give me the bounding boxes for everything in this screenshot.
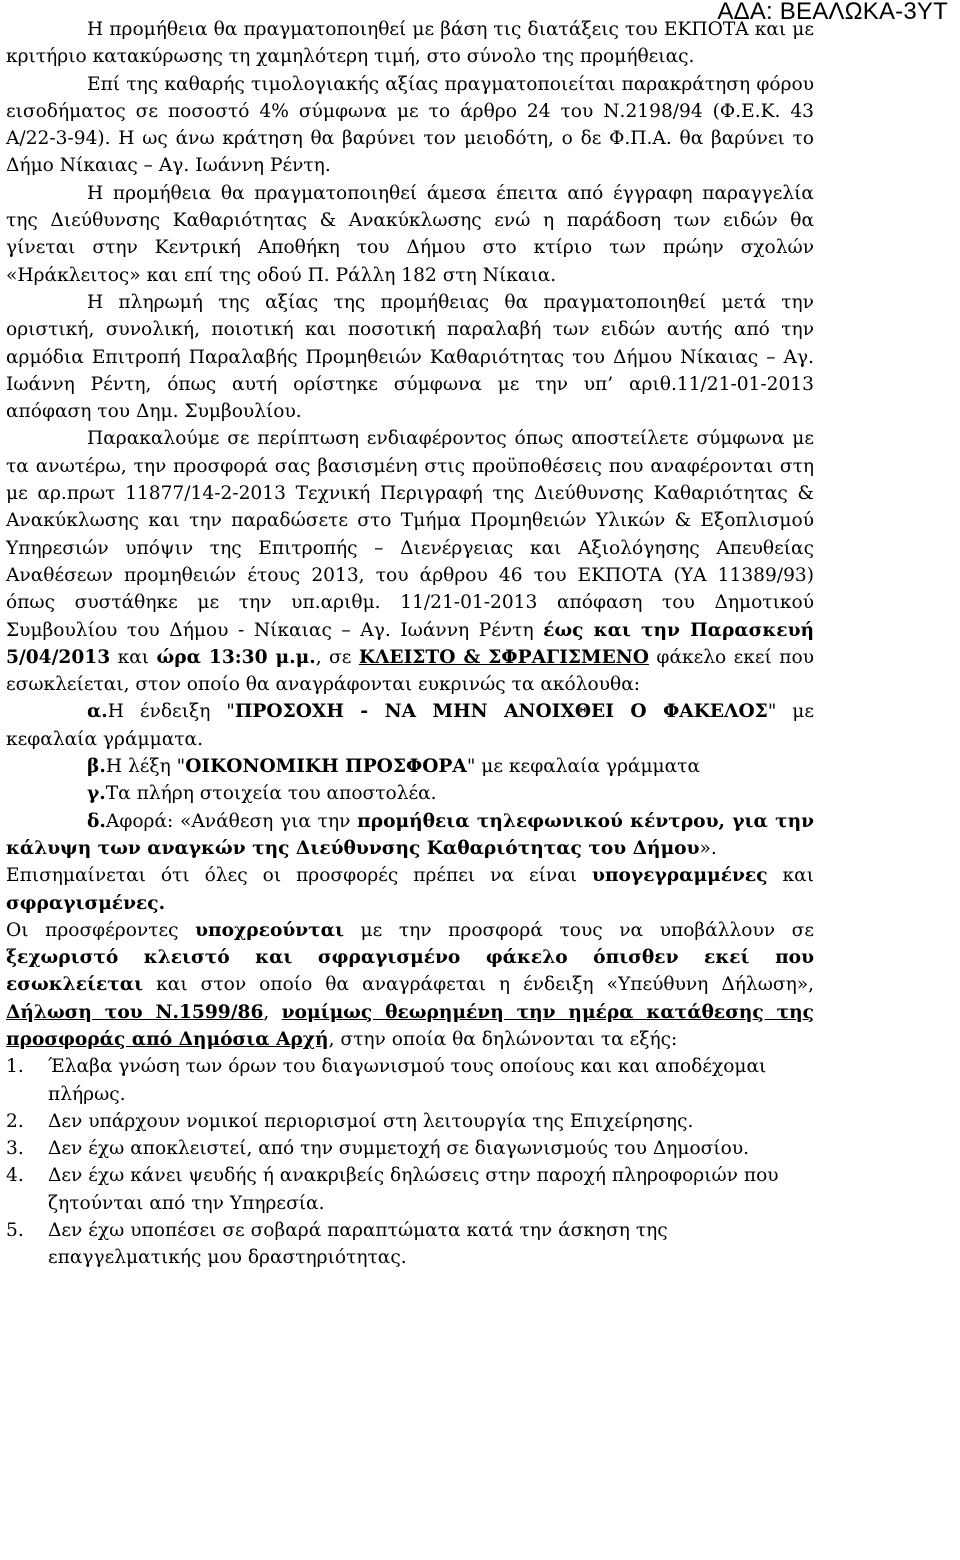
list-number: 4.	[6, 1165, 24, 1187]
list-text: Έλαβα γνώση των όρων του διαγωνισμού τους οποίους και και αποδέχομαι πλήρως.	[48, 1056, 767, 1105]
list-text: Δεν έχω αποκλειστεί, από την συμμετοχή σε διαγωνισμούς του Δημοσίου.	[48, 1138, 750, 1160]
text: και	[767, 865, 814, 887]
text: Παρακαλούμε σε περίπτωση ενδιαφέροντος όπως αποστείλετε σύμφωνα με τα ανωτέρω, την προσφορά σας βασισμένη στις προϋποθέσεις που αναφέρονται στη με αρ.πρωτ 11877/14-2-2013 Τεχνική Περιγραφή της Διεύθυνσης Καθαριότητας & Ανακύκλωσης και την παραδώσετε στο Τμήμα Προμηθειών Υλικών & Εξοπλισμού Υπηρεσιών υπόψιν της Επιτροπής – Διενέργειας και Αξιολόγησης Απευθείας Αναθέσεων προμηθειών έτους 2013, του άρθρου 46 του ΕΚΠΟΤΑ (ΥΑ 11389/93) όπως συστάθηκε με την υπ.αριθμ. 11/21-01-2013 απόφαση του Δημοτικού Συμβουλίου του Δήμου - Νίκαιας – Αγ. Ιωάννη Ρέντη	[6, 428, 814, 641]
text: Η λέξη "	[105, 756, 186, 778]
paragraph-tax-withholding: Επί της καθαρής τιμολογιακής αξίας πραγματοποιείται παρακράτηση φόρου εισοδήματος σε ποσοστό 4% σύμφωνα με το άρθρο 24 του Ν.2198/94 (Φ.Ε.Κ. 43 Α/22-3-94). Η ως άνω κράτηση θα βαρύνει τον μειοδότη, ο δε Φ.Π.Α. θα βαρύνει το Δήμο Νίκαιας – Αγ. Ιωάννη Ρέντη.	[6, 73, 814, 177]
list-item	[6, 1162, 814, 1217]
text: , σε	[315, 646, 359, 668]
item-label: δ.	[87, 810, 106, 832]
list-item	[6, 1053, 814, 1108]
text: και στον οποίο θα αναγράφεται η ένδειξη «Υπεύθυνη Δήλωση»,	[143, 974, 814, 996]
text: " με κεφαλαία γράμματα.	[6, 701, 814, 750]
paragraph-signed-sealed	[6, 862, 814, 917]
paragraph-payment: Η πληρωμή της αξίας της προμήθειας θα πραγματοποιηθεί μετά την οριστική, συνολική, ποιοτική και ποσοτική παραλαβή των ειδών αυτής από την αρμόδια Επιτροπή Παραλαβής Προμηθειών Καθαριότητας του Δήμου Νίκαιας – Αγ. Ιωάννη Ρέντη, όπως αυτή ορίστηκε σύμφωνα με την υπ’ αριθ.11/21-01-2013 απόφαση του Δημ. Συμβουλίου.	[6, 291, 814, 423]
paragraph-procurement-terms: Η προμήθεια θα πραγματοποιηθεί με βάση τις διατάξεις του ΕΚΠΟΤΑ και με κριτήριο κατακύρωσης τη χαμηλότερη τιμή, στο σύνολο της προμήθειας.	[6, 19, 814, 68]
text: , στην οποία θα δηλώνονται τα εξής:	[328, 1028, 678, 1050]
item-label: α.	[87, 701, 108, 723]
list-number: 5.	[6, 1220, 24, 1242]
text: με την προσφορά τους να υποβάλλουν σε	[343, 919, 814, 941]
bold-text: υπογεγραμμένες	[592, 865, 768, 887]
item-label: β.	[87, 756, 106, 778]
paragraph-submission-request	[6, 425, 814, 698]
ada-code: ΑΔΑ: ΒΕΑΛΩΚΑ-3ΥΤ	[717, 0, 948, 25]
text: φάκελο εκεί που εσωκλείεται, στον οποίο θα αναγράφονται ευκρινώς τα ακόλουθα:	[6, 646, 815, 696]
paragraph-delivery: Η προμήθεια θα πραγματοποιηθεί άμεσα έπειτα από έγγραφη παραγγελία της Διεύθυνσης Καθαριότητας & Ανακύκλωσης ενώ η παράδοση των ειδών θα γίνεται στην Κεντρική Αποθήκη του Δήμου στο κτίριο των πρώην σχολών «Ηράκλειτος» και επί της οδού Π. Ράλλη 182 στη Νίκαια.	[6, 182, 814, 286]
list-text: Δεν έχω υποπέσει σε σοβαρά παραπτώματα κατά την άσκηση της επαγγελματικής μου δραστηριότητας.	[48, 1220, 668, 1269]
certified-text: νομίμως θεωρημένη την ημέρα κατάθεσης της προσφοράς από Δημόσια Αρχή	[6, 1001, 814, 1050]
deadline-time: ώρα 13:30 μ.μ.	[156, 646, 316, 668]
envelope-item-c	[6, 780, 814, 807]
list-text: Δεν έχω κάνει ψευδής ή ανακριβείς δηλώσεις στην παροχή πληροφοριών που ζητούνται από την Υπηρεσία.	[48, 1165, 779, 1214]
text: και	[110, 646, 157, 668]
envelope-item-a	[6, 698, 814, 753]
paragraph-solemn-declaration	[6, 917, 814, 1053]
text: Αφορά: «Ανάθεση για την	[105, 810, 358, 832]
item-bold-text: ΟΙΚΟΝΟΜΙΚΗ ΠΡΟΣΦΟΡΑ	[185, 756, 467, 778]
item-label: γ.	[87, 783, 106, 805]
bold-text: σφραγισμένες.	[6, 892, 166, 914]
list-number: 2.	[6, 1110, 24, 1132]
text: ».	[699, 837, 717, 859]
list-item	[6, 1108, 814, 1135]
item-bold-text: ΠΡΟΣΟΧΗ - ΝΑ ΜΗΝ ΑΝΟΙΧΘΕΙ Ο ΦΑΚΕΛΟΣ	[234, 701, 768, 723]
envelope-item-b	[6, 753, 814, 780]
list-number: 1.	[6, 1056, 24, 1078]
list-number: 3.	[6, 1138, 24, 1160]
list-item	[6, 1217, 814, 1272]
item-bold-text: προμήθεια τηλεφωνικού κέντρου, για την κάλυψη των αναγκών της Διεύθυνσης Καθαριότητας του Δήμου	[6, 810, 814, 859]
text: Επισημαίνεται ότι όλες οι προσφορές πρέπει να είναι	[6, 865, 593, 887]
list-text: Δεν υπάρχουν νομικοί περιορισμοί στη λειτουργία της Επιχείρησης.	[48, 1110, 694, 1132]
text: Τα πλήρη στοιχεία του αποστολέα.	[105, 783, 437, 805]
deadline-date: έως και την Παρασκευή 5/04/2013	[6, 619, 814, 668]
text: " με κεφαλαία γράμματα	[466, 756, 701, 778]
envelope-item-d	[6, 808, 814, 863]
bold-text: υποχρεούνται	[195, 919, 344, 941]
text: Η ένδειξη "	[107, 701, 235, 723]
sealed-envelope-text: ΚΛΕΙΣΤΟ & ΣΦΡΑΓΙΣΜΕΝΟ	[358, 646, 649, 668]
declarations-list	[6, 1053, 814, 1271]
text: ,	[263, 1001, 282, 1023]
document-body	[6, 16, 814, 1272]
text: Οι προσφέροντες	[6, 919, 196, 941]
list-item	[6, 1135, 814, 1162]
declaration-law-text: Δήλωση του Ν.1599/86	[6, 1001, 264, 1023]
bold-text: ξεχωριστό κλειστό και σφραγισμένο φάκελο όπισθεν εκεί που εσωκλείεται	[6, 947, 814, 996]
